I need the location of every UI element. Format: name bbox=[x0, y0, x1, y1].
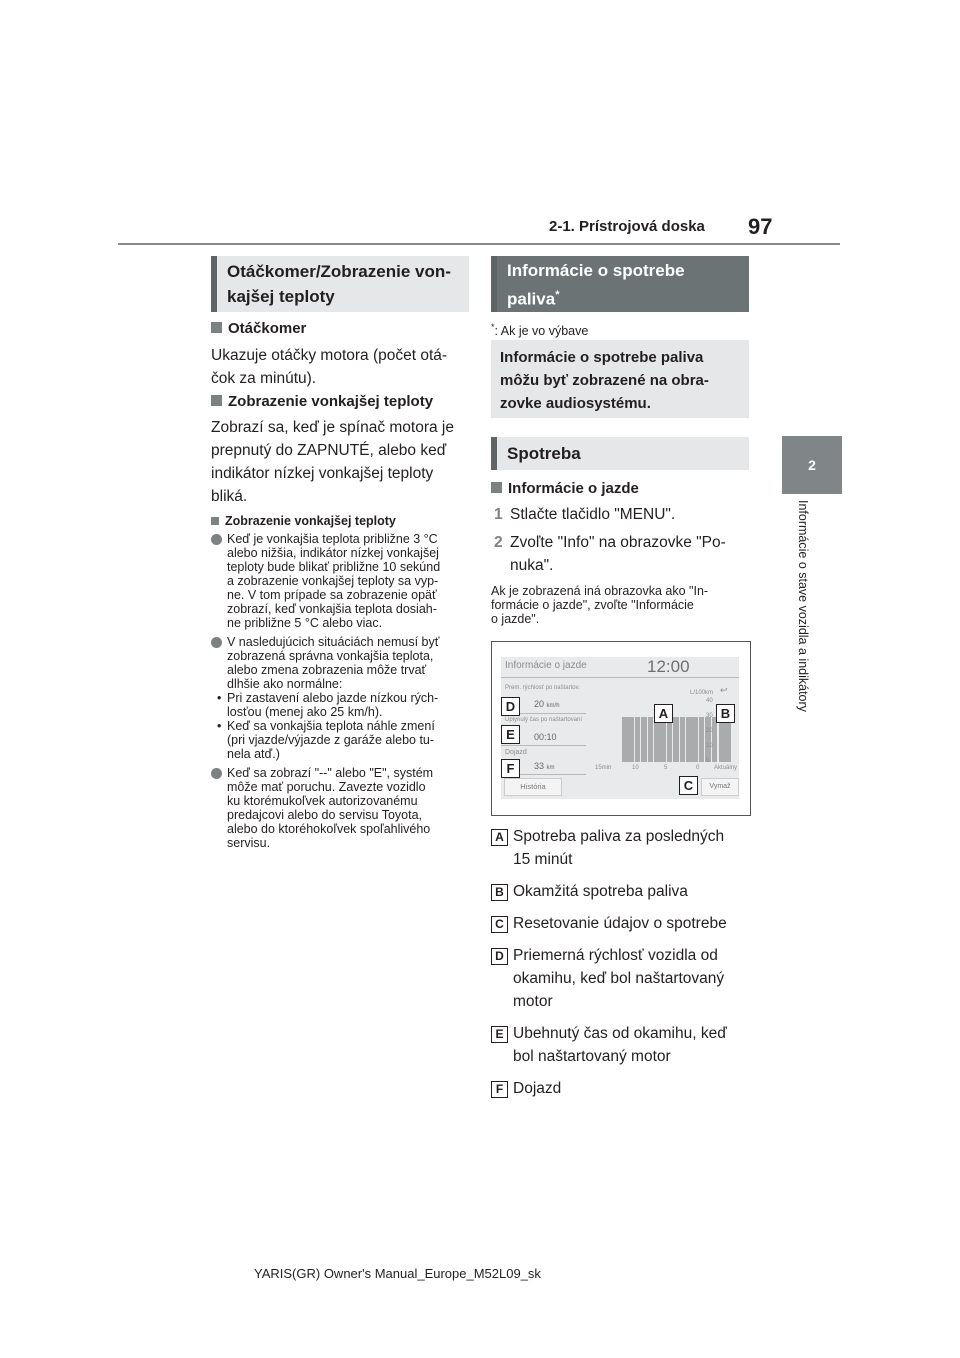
text-line: a zobrazenie vonkajšej teploty sa vyp- bbox=[227, 574, 439, 588]
legend-text: Okamžitá spotreba paliva bbox=[513, 883, 688, 900]
legend-text: motor bbox=[513, 993, 553, 1010]
x-tick-label: 10 bbox=[632, 765, 639, 771]
step-number: 1 bbox=[494, 506, 503, 523]
text-line: ku ktorémukoľvek autorizovanému bbox=[227, 794, 418, 808]
legend-list bbox=[491, 825, 753, 1109]
text-line: formácie o jazde", zvoľte "Informácie bbox=[491, 598, 694, 612]
note-heading-text: Zobrazenie vonkajšej teploty bbox=[225, 514, 396, 528]
divider bbox=[501, 745, 586, 746]
range-label: Dojazd bbox=[505, 749, 527, 756]
section-heading-fuel-info bbox=[491, 256, 749, 312]
info-box bbox=[491, 340, 749, 418]
history-button[interactable]: História bbox=[504, 778, 562, 796]
legend-text: Ubehnutý čas od okamihu, keď bbox=[513, 1025, 727, 1042]
square-bullet-icon bbox=[211, 322, 222, 333]
step-text: nuka". bbox=[510, 557, 554, 574]
legend-key: A bbox=[491, 829, 508, 846]
y-tick-label: 0 bbox=[706, 758, 710, 764]
text-line: prepnutý do ZAPNUTÉ, alebo keď bbox=[211, 442, 447, 459]
square-bullet-icon bbox=[491, 482, 502, 493]
step-1 bbox=[494, 503, 675, 526]
back-icon[interactable]: ↩ bbox=[720, 685, 728, 695]
legend-item bbox=[491, 944, 753, 1013]
outside-temp-heading bbox=[211, 393, 433, 410]
text-line: alebo do ktoréhokoľvek spoľahlivého bbox=[227, 822, 431, 836]
text-line: zobrazená správna vonkajšia teplota, bbox=[227, 649, 434, 663]
legend-text: 15 minút bbox=[513, 851, 573, 868]
y-tick-label: 10 bbox=[706, 743, 713, 749]
avg-speed-unit: km/h bbox=[546, 703, 560, 709]
text-line: losťou (menej ako 25 km/h). bbox=[227, 705, 383, 719]
note-heading bbox=[211, 514, 473, 528]
section-heading-line: Otáčkomer/Zobrazenie von- bbox=[227, 262, 451, 281]
section-heading-line bbox=[507, 283, 739, 312]
consumption-bar bbox=[628, 717, 634, 762]
x-tick-label: 0 bbox=[696, 765, 700, 771]
step-text: Stlačte tlačidlo "MENU". bbox=[510, 506, 676, 523]
callout-b: B bbox=[716, 704, 735, 723]
legend-key: C bbox=[491, 916, 508, 933]
avg-speed-value: 20 bbox=[534, 699, 545, 709]
text-line: • Keď sa vonkajšia teplota náhle zmení bbox=[227, 719, 435, 733]
text-line: dlhšie ako normálne: bbox=[227, 677, 343, 691]
unit-label: L/100km bbox=[690, 690, 714, 696]
elapsed-time-label: Uplynulý čas po naštartovaní bbox=[505, 717, 583, 723]
legend-text: Resetovanie údajov o spotrebe bbox=[513, 915, 727, 932]
text-line: bliká. bbox=[211, 488, 248, 505]
callout-e: E bbox=[501, 725, 520, 744]
step-text: Zvoľte "Info" na obrazovke "Po- bbox=[510, 534, 726, 551]
footnote-mark: * bbox=[491, 322, 495, 332]
consumption-bar bbox=[660, 717, 666, 762]
text-line: teploty bude blikať približne 10 sekúnd bbox=[227, 560, 441, 574]
legend-key: D bbox=[491, 948, 508, 965]
circle-bullet-icon bbox=[211, 534, 222, 545]
consumption-bar bbox=[641, 717, 647, 762]
trip-info-screen bbox=[501, 657, 739, 799]
text-line: Keď je vonkajšia teplota približne 3 °C bbox=[227, 532, 438, 546]
text-line: môže mať poruchu. Zavezte vozidlo bbox=[227, 780, 426, 794]
text-line: nela atď.) bbox=[227, 747, 280, 761]
text-line: Keď sa zobrazí "--" alebo "E", systém bbox=[227, 766, 434, 780]
note-sub-item bbox=[215, 691, 473, 719]
text-line: zobrazí, keď vonkajšia teplota dosiah- bbox=[227, 602, 437, 616]
circle-bullet-icon bbox=[211, 768, 222, 779]
square-bullet-icon bbox=[211, 517, 219, 525]
consumption-bar bbox=[705, 717, 711, 762]
footnote bbox=[491, 322, 588, 338]
text-line: zovke audiosystému. bbox=[500, 395, 651, 412]
outside-temp-description bbox=[211, 416, 473, 508]
y-tick-label: 30 bbox=[706, 713, 713, 719]
current-consumption-bar bbox=[719, 717, 731, 762]
text-line: • Pri zastavení alebo jazde nízkou rých- bbox=[227, 691, 439, 705]
elapsed-time-value: 00:10 bbox=[534, 732, 557, 742]
legend-item bbox=[491, 825, 753, 871]
callout-a: A bbox=[654, 704, 673, 723]
tachometer-heading-text: Otáčkomer bbox=[228, 320, 307, 337]
screen-title: Informácie o jazde bbox=[505, 660, 587, 671]
consumption-bar bbox=[712, 717, 718, 762]
text-line: Zobrazí sa, keď je spínač motora je bbox=[211, 419, 454, 436]
consumption-bar bbox=[673, 717, 679, 762]
note-item bbox=[211, 635, 473, 691]
text-line: indikátor nízkej vonkajšej teploty bbox=[211, 465, 434, 482]
divider bbox=[501, 677, 739, 678]
header-rule bbox=[118, 243, 840, 245]
section-heading-text: paliva bbox=[507, 289, 556, 309]
tachometer-heading bbox=[211, 320, 306, 337]
consumption-bar bbox=[699, 717, 705, 762]
text-line: Informácie o spotrebe paliva bbox=[500, 349, 704, 366]
circle-bullet-icon bbox=[211, 637, 222, 648]
legend-text: okamihu, keď bol naštartovaný bbox=[513, 970, 725, 987]
legend-item bbox=[491, 912, 753, 935]
consumption-bar bbox=[648, 717, 654, 762]
y-tick-label: 40 bbox=[706, 698, 713, 704]
footnote-text: : Ak je vo výbave bbox=[494, 324, 589, 339]
range-value: 33 bbox=[534, 761, 545, 771]
consumption-bar bbox=[654, 717, 660, 762]
alternate-screen-note bbox=[491, 584, 751, 626]
text-line: servisu. bbox=[227, 836, 271, 850]
text-line: V nasledujúcich situáciách nemusí byť bbox=[227, 635, 440, 649]
text-line: (pri vjazde/výjazde z garáže alebo tu- bbox=[227, 733, 435, 747]
callout-f: F bbox=[501, 759, 520, 778]
note-sub-item bbox=[215, 719, 473, 761]
consumption-bar bbox=[667, 717, 673, 762]
x-tick-label: 5 bbox=[664, 765, 668, 771]
y-tick-label: 20 bbox=[706, 728, 713, 734]
section-heading-line: Informácie o spotrebe bbox=[507, 261, 685, 280]
callout-d: D bbox=[501, 697, 520, 716]
legend-key: B bbox=[491, 884, 508, 901]
outside-temp-heading-text: Zobrazenie vonkajšej teploty bbox=[228, 393, 434, 410]
page-number: 97 bbox=[748, 214, 773, 239]
legend-item bbox=[491, 1077, 753, 1100]
consumption-bar bbox=[692, 717, 698, 762]
section-heading-tachometer bbox=[211, 256, 469, 312]
legend-item bbox=[491, 880, 753, 903]
consumption-bar bbox=[622, 717, 628, 762]
footnote-mark: * bbox=[555, 289, 560, 301]
text-line: alebo nižšia, indikátor nízkej vonkajšej bbox=[227, 546, 439, 560]
section-heading-line: kajšej teploty bbox=[227, 287, 335, 306]
notes-block bbox=[211, 514, 473, 850]
section-heading-consumption: Spotreba bbox=[491, 437, 749, 470]
text-line: alebo zmena zobrazenia môže trvať bbox=[227, 663, 427, 677]
legend-text: Spotreba paliva za posledných bbox=[513, 828, 725, 845]
step-number: 2 bbox=[494, 534, 503, 551]
tachometer-description bbox=[211, 344, 473, 390]
range-unit: km bbox=[546, 765, 555, 771]
text-line: môžu byť zobrazené na obra- bbox=[500, 372, 709, 389]
text-line: Ak je zobrazená iná obrazovka ako "In- bbox=[491, 584, 709, 598]
legend-key: E bbox=[491, 1026, 508, 1043]
legend-key: F bbox=[491, 1081, 508, 1098]
text-line: predajcovi alebo do servisu Toyota, bbox=[227, 808, 423, 822]
legend-item bbox=[491, 1022, 753, 1068]
consumption-bar bbox=[635, 717, 641, 762]
trip-info-heading-text: Informácie o jazde bbox=[508, 480, 639, 497]
text-line: čok za minútu). bbox=[211, 370, 317, 387]
text-line: ne približne 5 °C alebo viac. bbox=[227, 616, 383, 630]
square-bullet-icon bbox=[211, 395, 222, 406]
chapter-tab: 2 bbox=[782, 436, 842, 494]
note-item bbox=[211, 532, 473, 630]
legend-text: Dojazd bbox=[513, 1080, 562, 1097]
trip-info-heading bbox=[491, 480, 639, 497]
consumption-bar bbox=[686, 717, 692, 762]
avg-speed-label: Prem. rýchlosť po naštartov. bbox=[505, 685, 580, 691]
x-tick-label: 15min bbox=[595, 765, 612, 771]
note-item bbox=[211, 766, 473, 850]
text-line: o jazde". bbox=[491, 612, 540, 626]
screen-clock: 12:00 bbox=[647, 657, 690, 676]
text-line: Ukazuje otáčky motora (počet otá- bbox=[211, 347, 448, 364]
legend-text: Priemerná rýchlosť vozidla od bbox=[513, 947, 718, 964]
footer-manual-id: YARIS(GR) Owner's Manual_Europe_M52L09_sk bbox=[254, 1266, 541, 1281]
step-2 bbox=[494, 531, 750, 577]
chapter-heading: 2-1. Prístrojová doska bbox=[549, 218, 705, 235]
text-line: ne. V tom prípade sa zobrazenie opäť bbox=[227, 588, 437, 602]
clear-button[interactable]: Vymaž bbox=[701, 778, 739, 796]
x-tick-label: Aktuálny bbox=[714, 765, 738, 771]
chapter-side-label: Informácie o stave vozidla a indikátory bbox=[796, 500, 810, 712]
consumption-bar bbox=[680, 717, 686, 762]
legend-text: bol naštartovaný motor bbox=[513, 1048, 671, 1065]
callout-c: C bbox=[679, 776, 698, 795]
